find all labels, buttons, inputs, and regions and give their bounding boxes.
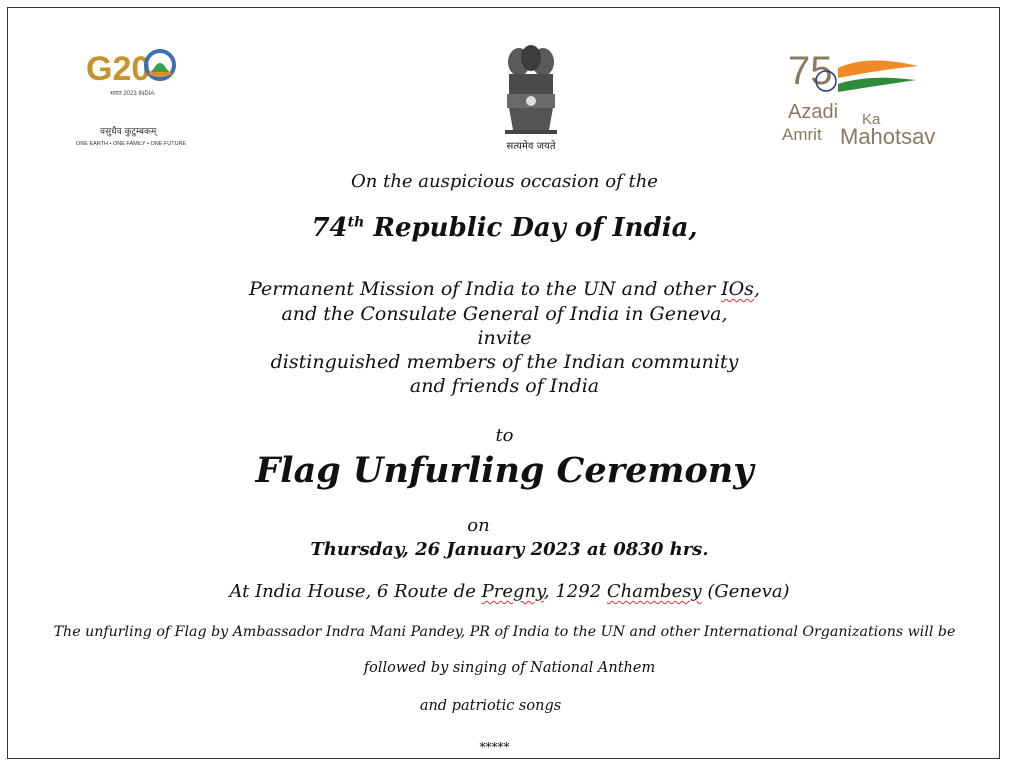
republic-day-rest: Republic Day of India, (364, 213, 698, 243)
g20-motto: ONE EARTH • ONE FAMILY • ONE FUTURE (76, 141, 187, 147)
g20-mark: G20 (86, 50, 151, 88)
republic-day-number: 74 (311, 213, 348, 243)
details-line-3: and patriotic songs (419, 698, 562, 714)
guests-line-1: distinguished members of the Indian community (270, 351, 739, 373)
akam-mahotsav: Mahotsav (840, 124, 936, 149)
details-line-1: The unfurling of Flag by Ambassador Indra Mani Pandey, PR of India to the UN and other International Organizations will be (53, 624, 956, 640)
lion-capital-icon (495, 38, 567, 156)
host-line-1-text: Permanent Mission of India to the UN and other (249, 278, 722, 300)
akam-ka: Ka (862, 111, 881, 128)
details-line-2: followed by singing of National Anthem (363, 660, 656, 676)
state-emblem (495, 38, 567, 156)
venue-pregny: Pregny (481, 581, 544, 602)
akam-amrit: Amrit (782, 125, 822, 144)
g20-logo-graphic (70, 36, 196, 154)
on-line: on (467, 515, 490, 536)
guests-line-2: and friends of India (409, 375, 600, 397)
akam-azadi: Azadi (788, 101, 839, 123)
event-title: Flag Unfurling Ceremony (255, 450, 754, 491)
host-line-1-ios: IOs (721, 278, 754, 300)
g20-tagline-small: भारत 2023 INDIA (110, 91, 155, 97)
akam-number: 75 (788, 49, 833, 93)
azadi-ka-amrit-mahotsav-logo (780, 48, 956, 150)
venue-city: (Geneva) (701, 581, 790, 602)
venue-chambesy: Chambesy (606, 581, 702, 602)
occasion-line: On the auspicious occasion of the (351, 171, 658, 192)
g20-logo (70, 36, 196, 154)
g20-sanskrit: वसुधैव कुटुम्बकम् (100, 127, 157, 137)
republic-day-heading (0, 213, 1009, 243)
end-mark: ***** (479, 740, 510, 754)
host-line-1 (0, 278, 1009, 300)
venue-postcode: , 1292 (543, 581, 607, 602)
emblem-caption: सत्यमेव जयते (506, 141, 556, 152)
akam-logo-graphic (780, 48, 956, 150)
invite-line: invite (477, 327, 532, 349)
to-line: to (495, 425, 514, 446)
venue-line (5, 581, 1009, 602)
host-line-2: and the Consulate General of India in Geneva, (281, 303, 728, 325)
republic-day-suffix: th (347, 214, 365, 231)
host-line-1-comma: , (753, 278, 760, 300)
event-datetime: Thursday, 26 January 2023 at 0830 hrs. (310, 539, 709, 560)
venue-text: At India House, 6 Route de (229, 581, 482, 602)
